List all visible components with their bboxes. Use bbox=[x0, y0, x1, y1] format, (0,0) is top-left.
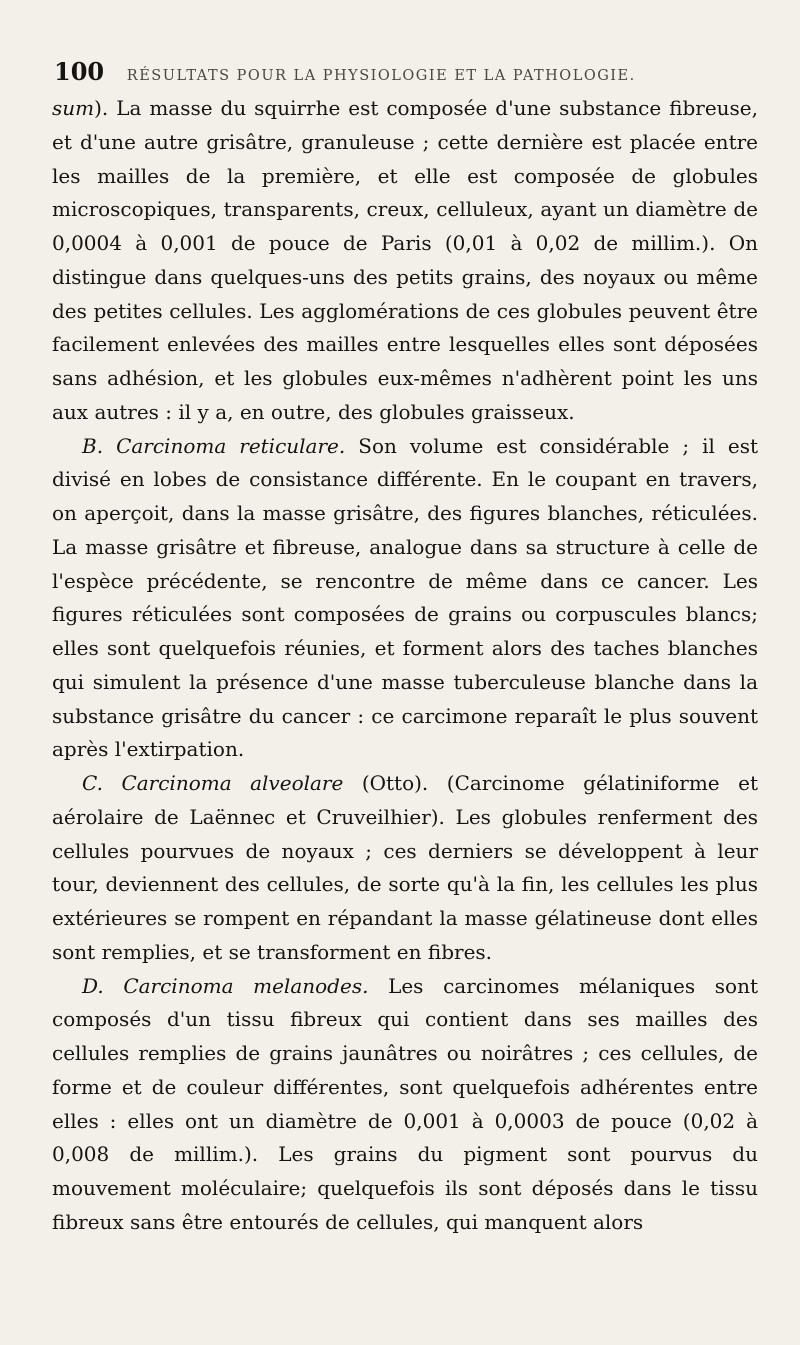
paragraph-text: (Otto). (Carcinome gélatiniforme et aérolaire de Laënnec et Cruveilhier). Les globules renferment des cellules pourvues de noyaux ; ces derniers se développent à leur tour, deviennent des cellules, de sorte qu'à la fin, les cellules les plus extérieures se rompent en répandant la masse gélatineuse dont elles sont remplies, et se transforment en fibres. bbox=[52, 771, 758, 964]
paragraph-carcinoma-melanodes bbox=[52, 970, 758, 1240]
paragraph-carcinoma-alveolare bbox=[52, 767, 758, 970]
paragraph-text: Les carcinomes mélaniques sont composés d'un tissu fibreux qui contient dans ses mailles des cellules remplies de grains jaunâtres ou noirâtres ; ces cellules, de forme et de couleur différentes, sont quelquefois adhérentes entre elles : elles ont un diamètre de 0,001 à 0,0003 de pouce (0,02 à 0,008 de millim.). Les grains du pigment sont pourvus du mouvement moléculaire; quelquefois ils sont déposés dans le tissu fibreux sans être entourés de cellules, qui manquent alors bbox=[52, 973, 758, 1234]
latin-word-sum: sum bbox=[52, 96, 95, 120]
section-name: Carcinoma reticulare. bbox=[116, 433, 346, 458]
paragraph-carcinoma-reticulare bbox=[52, 430, 758, 768]
paragraph-text: Son volume est considérable ; il est divisé en lobes de consistance différente. En le coupant en travers, on aperçoit, dans la masse grisâtre, des figures blanches, réticulées. La masse grisâtre et fibreuse, analogue dans sa structure à celle de l'espèce précédente, se rencontre de même dans ce cancer. Les figures réticulées sont composées de grains ou corpuscules blancs; elles sont quelquefois réunies, et forment alors des taches blanches qui simulent la présence d'une masse tuberculeuse blanche dans la substance grisâtre du cancer : ce carcimone reparaît le plus souvent après l'extirpation. bbox=[52, 433, 759, 762]
section-label: D. bbox=[82, 973, 104, 998]
body-text bbox=[52, 92, 758, 1240]
section-name: Carcinoma alveolare bbox=[121, 771, 344, 795]
running-head-title: RÉSULTATS POUR LA PHYSIOLOGIE ET LA PATHOLOGIE. bbox=[126, 68, 636, 84]
page-number: 100 bbox=[54, 57, 105, 86]
running-head bbox=[54, 58, 754, 90]
paragraph-text: ). La masse du squirrhe est composée d'une substance fibreuse, et d'une autre grisâtre, granuleuse ; cette dernière est placée entre les mailles de la première, et elle est composée de globules microscopiques, transparents, creux, celluleux, ayant un diamètre de 0,0004 à 0,001 de pouce de Paris (0,01 à 0,02 de millim.). On distingue dans quelques-uns des petits grains, des noyaux ou même des petites cellules. Les agglomérations de ces globules peuvent être facilement enlevées des mailles entre lesquelles elles sont déposées sans adhésion, et les globules eux-mêmes n'adhèrent point les uns aux autres : il y a, en outre, des globules graisseux. bbox=[52, 96, 758, 424]
paragraph-squirrhe bbox=[52, 92, 758, 430]
section-label: B. bbox=[82, 433, 104, 458]
section-name: Carcinoma melanodes. bbox=[123, 973, 369, 998]
section-label: C. bbox=[82, 771, 103, 795]
